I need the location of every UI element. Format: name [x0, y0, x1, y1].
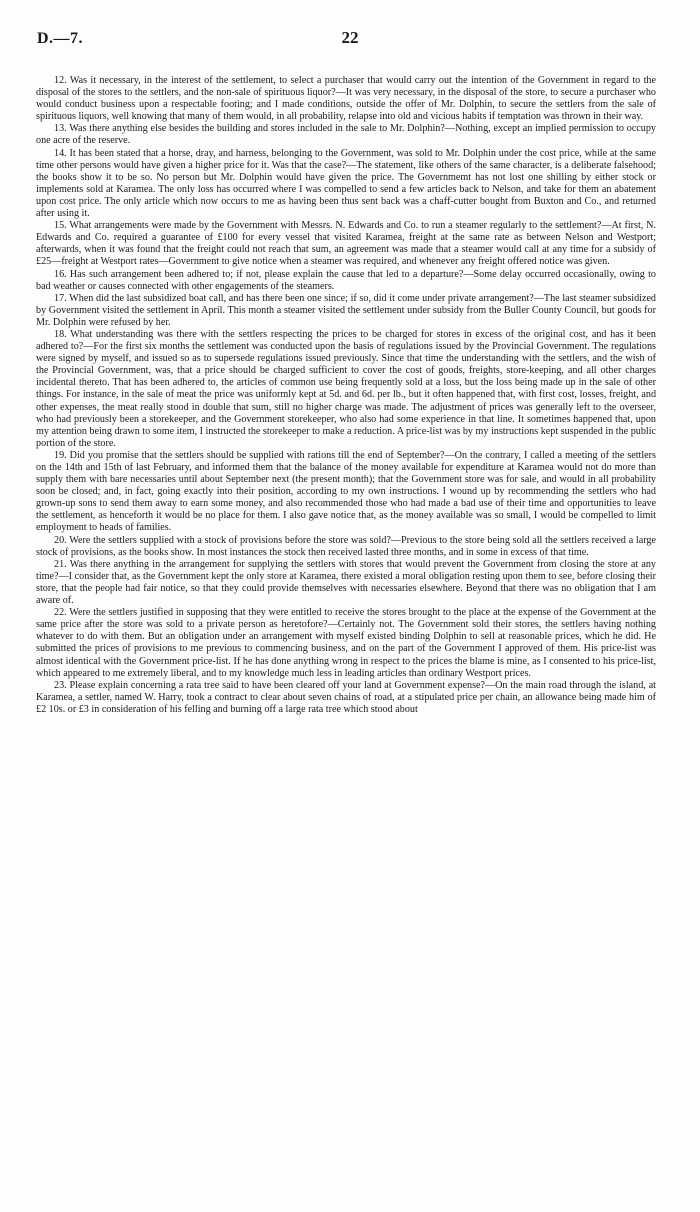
paragraph-q15: 15. What arrangements were made by the Government with Messrs. N. Edwards and Co. to run a steamer regularly to the settlement?—At first, N. Edwards and Co. required a guarantee of £100 for every vessel that visited Karamea, freight at the same rate as between Nelson and Westport; afterwards, when it was found that the freight could not reach that sum, an agreement was made that a steamer would call at any time for a subsidy of £25—freight at Westport rates—Government to give notice when a steamer was required, and whenever any freight offered notice was given. [36, 220, 656, 268]
page-number: 22 [341, 28, 359, 47]
document-reference: D.—7. [37, 30, 84, 47]
paragraph-q12: 12. Was it necessary, in the interest of the settlement, to select a purchaser that would carry out the intention of the Government in regard to the disposal of the stores to the settlers, and the non-sale of spirituous liquor?—It was very necessary, in the disposal of the store, to secure a purchaser who would conduct business upon a respectable footing; and I made conditions, outside the offer of Mr. Dolphin, to secure the settlers from the sale of spirituous liquors, well knowing that many of them would, in all probability, relapse into old and vicious habits if temptation was thrown in their way. [36, 75, 656, 123]
paragraph-q18: 18. What understanding was there with the settlers respecting the prices to be charged for stores in excess of the original cost, and has it been adhered to?—For the first six months the settlement was conducted upon the basis of regulations issued by the Provincial Government. The regulations were signed by myself, and issued so as to supersede regulations issued previously. Since that time the understanding with the settlers, and the wish of the Provincial Government, was, that a price should be charged sufficient to cover the cost of goods, freights, store-keeping, and all other charges incidental thereto. That has been adhered to, the articles of common use being frequently sold at a loss, but the loss being made up in the sale of other things. For instance, in the sale of meat the price was uniformly kept at 5d. and 6d. per lb., but it often happened that, with first cost, losses, freight, and other expenses, the meat really stood in double that sum, still no higher charge was made. The adjustment of prices was generally left to the overseer, who had previously been a storekeeper, and the Government storekeeper, who also had some experience in that line. It sometimes happened that, upon my attention being drawn to some item, I instructed the storekeeper to make a reduction. A price-list was by my instructions kept suspended in the public portion of the store. [36, 328, 657, 449]
paragraph-q17: 17. When did the last subsidized boat call, and has there been one since; if so, did it come under private arrangement?—The last steamer subsidized by Government visited the settlement in April. This month a steamer visited the settlement under subsidy from the Buller County Council, but goods for Mr. Dolphin were refused by her. [36, 292, 656, 328]
paragraph-q14: 14. It has been stated that a horse, dray, and harness, belonging to the Government, was sold to Mr. Dolphin under the cost price, while at the same time other persons would have given a higher price for it. Was that the case?—The statement, like others of the same character, is a deliberate falsehood; the books show it to be so. No person but Mr. Dolphin would have given the price. The Governmemt has not lost one shilling by either stock or implements sold at Karamea. The only loss has occurred where I was compelled to send a few articles back to Nelson, and take for them an abatement upon cost price. The only article which now occurs to me as having been thus sent back was a chaff-cutter bought from Buxton and Co., and returned after using it. [36, 147, 656, 220]
paragraph-q16: 16. Has such arrangement been adhered to; if not, please explain the cause that led to a departure?—Some delay occurred occasionally, owing to bad weather or causes connected with other engagements of the steamers. [36, 268, 656, 292]
paragraph-q22: 22. Were the settlers justified in supposing that they were entitled to receive the stores brought to the place at the expense of the Government at the same price after the store was sold to a private person as heretofore?—Certainly not. The Government sold their stores, the settlers having nothing whatever to do with them. But an obligation under an arrangement with myself existed binding Dolphin to sell at reasonable prices, which he did. He submitted the prices of provisions to me previous to commencing business, and on the part of the Government I approved of them. His price-list was almost identical with the Government price-list. If he has done anything wrong in respect to the prices the blame is mine, as I consented to his price-list, which appeared to me extremely liberal, and to my knowledge much less in leading articles than ordinary Westport prices. [36, 607, 656, 679]
body-text [36, 75, 656, 716]
paragraph-q13: 13. Was there anything else besides the building and stores included in the sale to Mr. Dolphin?—Nothing, except an implied permission to occupy one acre of the reserve. [36, 123, 656, 147]
paragraph-q21: 21. Was there anything in the arrangement for supplying the settlers with stores that would prevent the Government from closing the store at any time?—I consider that, as the Government kept the only store at Karamea, there existed a moral obligation resting upon them to see, before closing their store, that the people had fair notice, so that they could provide themselves with necessaries elsewhere. Beyond that there was no obligation that I am aware of. [36, 558, 656, 607]
paragraph-q19: 19. Did you promise that the settlers should be supplied with rations till the end of September?—On the contrary, I called a meeting of the settlers on the 14th and 15th of last February, and informed them that the balance of the money available for expenditure at Karamea would not do more than supply them with bare necessaries until about September next (the present month); that the Government store was for sale, and would in all probability soon be closed; and, in fact, going exactly into their position, according to my own instructions. I wound up by recommending the settlers who had grown-up sons to send them away to earn some money, and also recommended those who had made a bad use of their time and opportunities to leave the settlement, as henceforth it would be no place for them. I also gave notice that, as the money available was so small, I would be compelled to limit employment to heads of families. [36, 449, 656, 534]
paragraph-q23: 23. Please explain concerning a rata tree said to have been cleared off your land at Government expense?—On the main road through the island, at Karamea, a settler, named W. Harry, took a contract to clear about seven chains of road, at a stipulated price per chain, an allowance being made him of £2 10s. or £3 in consideration of his felling and burning off a large rata tree which stood about [36, 679, 656, 715]
paragraph-q20: 20. Were the settlers supplied with a stock of provisions before the store was sold?—Previous to the store being sold all the settlers received a large stock of provisions, as the books show. In most instances the stock then received lasted three months, and in some in excess of that time. [36, 534, 656, 558]
